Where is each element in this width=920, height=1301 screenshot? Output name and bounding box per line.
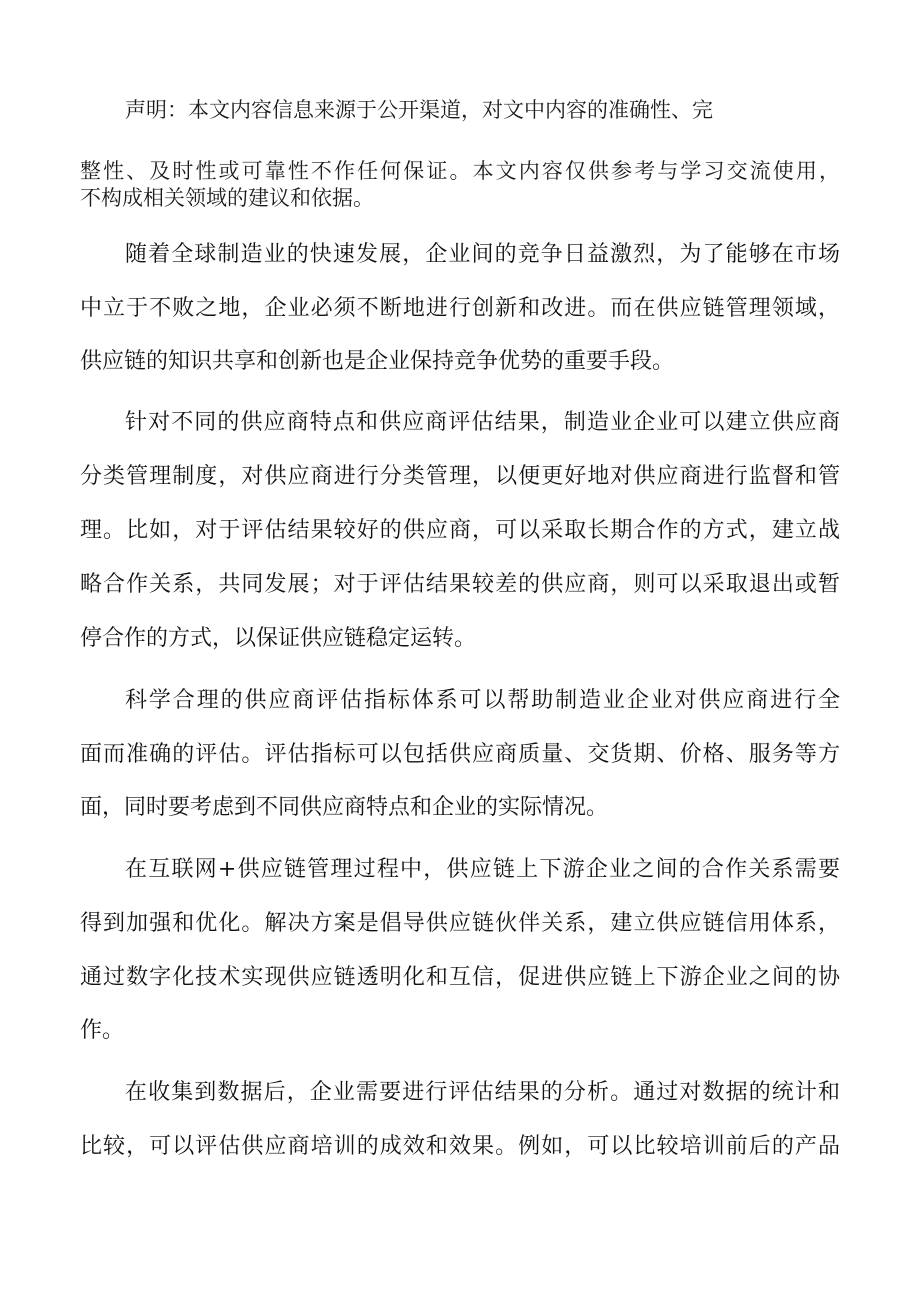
paragraph-1-line-2: 中立于不败之地，企业必须不断地进行创新和改进。而在供应链管理领域，	[80, 296, 840, 321]
paragraph-4-line-3: 通过数字化技术实现供应链透明化和互信，促进供应链上下游企业之间的协	[80, 965, 840, 990]
paragraph-4-line-4: 作。	[80, 1018, 125, 1043]
disclaimer-line-3: 不构成相关领域的建议和依据。	[80, 186, 374, 210]
paragraph-5-line-2: 比较，可以评估供应商培训的成效和效果。例如，可以比较培训前后的产品	[80, 1134, 840, 1159]
paragraph-2-line-3: 理。比如，对于评估结果较好的供应商，可以采取长期合作的方式，建立战	[80, 518, 840, 543]
disclaimer-line-1: 声明：本文内容信息来源于公开渠道，对文中内容的准确性、完	[125, 98, 713, 122]
disclaimer-line-2: 整性、及时性或可靠性不作任何保证。本文内容仅供参考与学习交流使用，	[80, 159, 840, 183]
paragraph-2-line-1: 针对不同的供应商特点和供应商评估结果，制造业企业可以建立供应商	[125, 410, 840, 435]
paragraph-3-line-3: 面，同时要考虑到不同供应商特点和企业的实际情况。	[80, 795, 609, 820]
paragraph-1-line-3: 供应链的知识共享和创新也是企业保持竞争优势的重要手段。	[80, 349, 675, 374]
paragraph-2-line-5: 停合作的方式，以保证供应链稳定运转。	[80, 626, 477, 651]
paragraph-5-line-1: 在收集到数据后，企业需要进行评估结果的分析。通过对数据的统计和	[125, 1080, 840, 1105]
paragraph-3-line-2: 面而准确的评估。评估指标可以包括供应商质量、交货期、价格、服务等方	[80, 742, 840, 767]
paragraph-3-line-1: 科学合理的供应商评估指标体系可以帮助制造业企业对供应商进行全	[125, 688, 840, 713]
paragraph-4-line-2: 得到加强和优化。解决方案是倡导供应链伙伴关系，建立供应链信用体系，	[80, 911, 840, 936]
paragraph-2-line-4: 略合作关系，共同发展；对于评估结果较差的供应商，则可以采取退出或暂	[80, 572, 840, 597]
paragraph-4-line-1: 在互联网+供应链管理过程中，供应链上下游企业之间的合作关系需要	[125, 857, 840, 882]
paragraph-2-line-2: 分类管理制度，对供应商进行分类管理，以便更好地对供应商进行监督和管	[80, 464, 840, 489]
paragraph-1-line-1: 随着全球制造业的快速发展，企业间的竞争日益激烈，为了能够在市场	[125, 242, 840, 267]
